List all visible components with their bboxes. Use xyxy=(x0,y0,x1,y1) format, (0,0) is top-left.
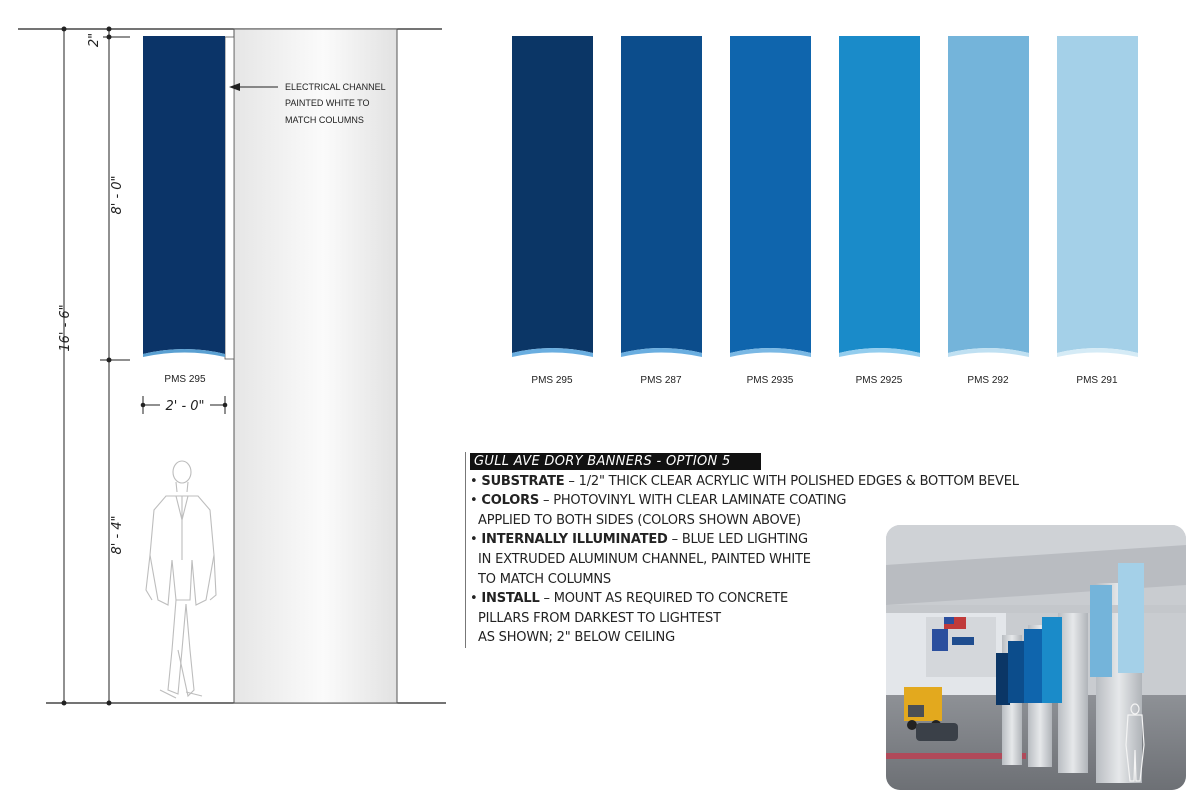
swatch-pms-291 xyxy=(1057,36,1138,353)
swatch-pms-295 xyxy=(512,36,593,353)
callout-line-2: PAINTED WHITE TO xyxy=(285,98,370,108)
human-figure-sketch xyxy=(146,461,216,698)
rendering-banner-6 xyxy=(1118,563,1144,673)
swatch-label-4: PMS 2925 xyxy=(855,375,903,386)
swatch-label-2: PMS 287 xyxy=(640,375,682,386)
spec-title: GULL AVE DORY BANNERS - OPTION 5 xyxy=(470,453,761,470)
banner-label: PMS 295 xyxy=(164,374,206,385)
swatch-pms-292 xyxy=(948,36,1029,353)
rendering-scene xyxy=(886,525,1186,790)
rendering-banner-1 xyxy=(996,653,1010,705)
spec-key: INSTALL xyxy=(481,591,540,607)
callout-line-3: MATCH COLUMNS xyxy=(285,115,364,125)
rendering-banner-2 xyxy=(1008,641,1024,703)
swatch-pms-2925 xyxy=(839,36,920,353)
spec-key: SUBSTRATE xyxy=(481,473,565,489)
swatch-group xyxy=(512,36,1138,357)
spec-item-illuminated: • INTERNALLY ILLUMINATED – BLUE LED LIGHTING xyxy=(470,532,808,548)
swatch-label-5: PMS 292 xyxy=(967,375,1009,386)
rendering-banner-3 xyxy=(1024,629,1042,703)
swatch-pms-2935 xyxy=(730,36,811,353)
spec-cont-line: AS SHOWN; 2" BELOW CEILING xyxy=(478,630,675,646)
spec-cont-line: APPLIED TO BOTH SIDES (COLORS SHOWN ABOVE) xyxy=(478,512,801,528)
spec-cont-line: IN EXTRUDED ALUMINUM CHANNEL, PAINTED WHITE xyxy=(478,551,811,567)
spec-item-install: • INSTALL – MOUNT AS REQUIRED TO CONCRETE xyxy=(470,591,789,607)
dim-banner-width: 2' - 0" xyxy=(165,399,205,414)
electrical-channel xyxy=(225,37,234,359)
spec-key: COLORS xyxy=(481,493,540,509)
callout-line-1: ELECTRICAL CHANNEL xyxy=(285,82,386,92)
dim-banner-height: 8' - 0" xyxy=(110,175,125,215)
rendering-banner-4 xyxy=(1042,617,1062,703)
dim-total-height: 16' - 6" xyxy=(58,304,73,352)
spec-item-substrate: • SUBSTRATE – 1/2" THICK CLEAR ACRYLIC WITH POLISHED EDGES & BOTTOM BEVEL xyxy=(470,473,1019,489)
spec-key: INTERNALLY ILLUMINATED xyxy=(481,532,668,548)
swatch-label-3: PMS 2935 xyxy=(746,375,794,386)
banner-pms-295 xyxy=(143,36,225,354)
spec-item-colors: • COLORS – PHOTOVINYL WITH CLEAR LAMINATE COATING xyxy=(470,493,847,509)
dim-lower-height: 8' - 4" xyxy=(110,515,125,555)
column xyxy=(234,29,397,703)
swatch-label-1: PMS 295 xyxy=(531,375,573,386)
spec-cont-line: PILLARS FROM DARKEST TO LIGHTEST xyxy=(478,610,721,626)
rendering-banner-5 xyxy=(1090,585,1112,677)
rendering-photo xyxy=(886,525,1186,790)
spec-cont-line: TO MATCH COLUMNS xyxy=(478,571,611,587)
dim-top-gap: 2" xyxy=(87,32,102,48)
swatch-pms-287 xyxy=(621,36,702,353)
swatch-label-6: PMS 291 xyxy=(1076,375,1118,386)
